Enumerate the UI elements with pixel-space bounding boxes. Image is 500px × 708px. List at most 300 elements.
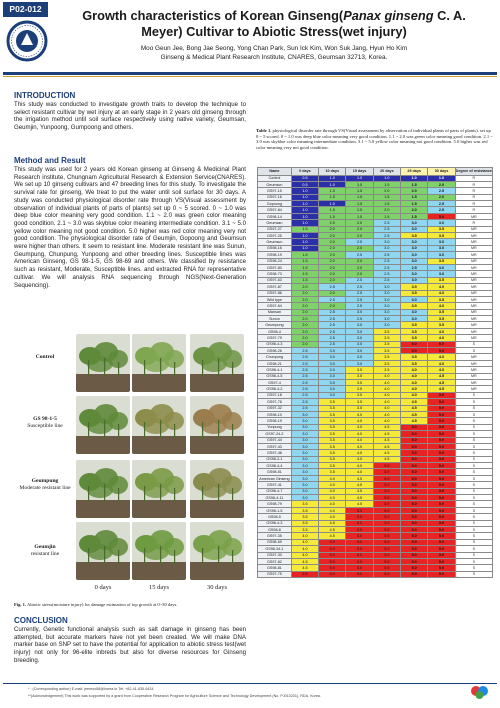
table1-score-cell: 3.0 [428, 264, 455, 270]
table1-score-cell: 5.0 [346, 526, 373, 532]
poster-title [54, 8, 494, 40]
table1-score-cell: 3.0 [291, 463, 318, 469]
table1-score-cell: 2.0 [319, 277, 346, 283]
table1-score-cell: 2.5 [373, 233, 400, 239]
table1-score-cell: 2.0 [346, 258, 373, 264]
table1-score-cell: 2.5 [373, 277, 400, 283]
table1-score-cell: 3.0 [291, 488, 318, 494]
table1-score-cell: 2.5 [428, 201, 455, 207]
table1-line-name: GS97-79 [258, 335, 292, 341]
table1-score-cell: 2.5 [319, 335, 346, 341]
table1-resistance-cell: S [455, 533, 492, 539]
table1-score-cell: 3.0 [291, 469, 318, 475]
table1-resistance-cell: S [455, 431, 492, 437]
table1-score-cell: 4.0 [401, 380, 428, 386]
table1-score-cell: 3.0 [373, 284, 400, 290]
table1-score-cell: 0.5 [291, 175, 318, 181]
table1-resistance-cell: S [455, 341, 492, 347]
table1-score-cell: 2.5 [319, 296, 346, 302]
table1-score-cell: 5.0 [401, 463, 428, 469]
table1-resistance-cell: R [455, 201, 492, 207]
table1-score-cell: 2.0 [346, 245, 373, 251]
table1-score-cell: 4.0 [346, 418, 373, 424]
table1-line-name: GS98-4 [258, 328, 292, 334]
table1-line-name: Yunpung [258, 424, 292, 430]
table1-resistance-cell: MR [455, 309, 492, 315]
table1-line-name: Wild type [258, 296, 292, 302]
table1-score-cell: 3.5 [346, 367, 373, 373]
table1-score-cell: 3.5 [428, 226, 455, 232]
table1-score-cell: 4.0 [373, 405, 400, 411]
table1-score-cell: 4.0 [346, 424, 373, 430]
table1-score-cell: 5.0 [428, 450, 455, 456]
table1-score-cell: 5.0 [373, 501, 400, 507]
table1-line-name: Control [258, 175, 292, 181]
table1-score-cell: 3.0 [401, 316, 428, 322]
table1-score-cell: 4.0 [346, 437, 373, 443]
table1-score-cell: 4.5 [291, 565, 318, 571]
table1-score-cell: 2.0 [346, 220, 373, 226]
table1-score-cell: 2.5 [291, 380, 318, 386]
ginseng-plant-photo [190, 334, 244, 392]
table1-resistance-cell: S [455, 348, 492, 354]
table1-score-cell: 2.0 [319, 264, 346, 270]
table1-score-cell: 4.5 [373, 443, 400, 449]
table1-score-cell: 3.0 [291, 424, 318, 430]
table1-score-cell: 3.0 [291, 411, 318, 417]
province-logo [468, 683, 492, 705]
table1-resistance-cell: MR [455, 328, 492, 334]
table1-line-name: Chunpung [258, 354, 292, 360]
table1-score-cell: 5.0 [428, 520, 455, 526]
table1-score-cell: 4.0 [373, 373, 400, 379]
table1-score-cell: 3.5 [401, 233, 428, 239]
table1-score-cell: 2.5 [373, 220, 400, 226]
table1-score-cell: 4.5 [373, 456, 400, 462]
ginseng-plant-photo [76, 460, 130, 518]
table1-score-cell: 2.0 [291, 316, 318, 322]
table1-score-cell: 5.0 [401, 533, 428, 539]
footnote-corresponding: * : (Corresponding author) E-mail: jeemoo58@korea.kr Tel: +82-41-635-6434 [28, 687, 154, 691]
table1-score-cell: 4.0 [428, 367, 455, 373]
table1-score-cell: 3.5 [401, 322, 428, 328]
table1-score-cell: 2.5 [291, 373, 318, 379]
table1-score-cell: 3.5 [346, 405, 373, 411]
ginseng-plant-photo [190, 396, 244, 454]
table1-score-cell: 5.0 [346, 533, 373, 539]
table1-score-cell: 5.0 [401, 501, 428, 507]
table1-line-name: GS97-75 [258, 571, 292, 577]
table1-resistance-cell: MR [455, 284, 492, 290]
table1-resistance-cell: R [455, 194, 492, 200]
table1-line-name: GS98-19 [258, 252, 292, 258]
table1-line-name: Mansan [258, 309, 292, 315]
table1-line-name: GS97-64 [258, 303, 292, 309]
ginseng-plant-photo [190, 522, 244, 580]
table1-line-name: GS97-16 [258, 194, 292, 200]
table1-score-cell: 2.5 [373, 271, 400, 277]
table1-score-cell: 5.0 [401, 526, 428, 532]
table1-score-cell: 3.0 [319, 354, 346, 360]
table1-score-cell: 3.0 [401, 258, 428, 264]
table1-score-cell: 5.0 [428, 418, 455, 424]
table1-score-cell: 2.0 [319, 233, 346, 239]
table1-score-cell: 2.5 [319, 322, 346, 328]
table1-score-cell: 2.5 [346, 284, 373, 290]
table1-resistance-cell: S [455, 456, 492, 462]
table1-score-cell: 4.0 [373, 386, 400, 392]
conclusion-text: Currently, Genetic functional analysis such as salt damage in ginseng has been attempted, but accurate markers have not yet been created. We will make DNA marker base on SNP set to have the potential for application to abiotic stress test(wet injury) not only for 96-elite inbreds but also for diverse resources for Ginseng breeding. [14, 626, 246, 664]
ginseng-plant-photo [132, 522, 186, 580]
table1-resistance-cell: MR [455, 271, 492, 277]
table1-score-cell: 4.0 [373, 392, 400, 398]
table1-resistance-cell: S [455, 558, 492, 564]
table1-score-cell: 3.0 [346, 341, 373, 347]
table1-resistance-cell: S [455, 450, 492, 456]
table1-score-cell: 5.0 [373, 571, 400, 577]
table1-score-cell: 3.0 [346, 328, 373, 334]
table1-resistance-cell: MR [455, 213, 492, 219]
table1-score-cell: 5.0 [401, 469, 428, 475]
table1-score-cell: 3.5 [401, 335, 428, 341]
table1-score-cell: 4.5 [428, 380, 455, 386]
table1-resistance-cell: MR [455, 233, 492, 239]
table1-score-cell: 3.0 [319, 380, 346, 386]
table1-score-cell: 4.5 [373, 424, 400, 430]
table1-score-cell: 2.0 [319, 252, 346, 258]
table1-score-cell: 2.5 [291, 386, 318, 392]
table1-score-cell: 1.5 [291, 277, 318, 283]
table1-resistance-cell: S [455, 437, 492, 443]
table1-line-name: GS98-5 [258, 514, 292, 520]
table1-score-cell: 3.5 [319, 399, 346, 405]
table1-score-cell: 2.5 [373, 252, 400, 258]
table1-score-cell: 5.0 [428, 341, 455, 347]
table1-score-cell: 1.5 [346, 181, 373, 187]
table1-line-name: GS97-30 [258, 552, 292, 558]
table1-score-cell: 5.0 [428, 495, 455, 501]
table1-score-cell: 5.0 [401, 520, 428, 526]
author-list: Moo Geun Jee, Bong Jae Seong, Yong Chan Park, Sun Ick Kim, Won Suk Jang, Hyun Ho Kim [140, 45, 408, 52]
table1-score-cell: 3.0 [401, 239, 428, 245]
table1-score-cell: 4.5 [401, 411, 428, 417]
table1-score-cell: 5.0 [401, 348, 428, 354]
table1-score-cell: 1.5 [319, 207, 346, 213]
table1-resistance-cell: MR [455, 245, 492, 251]
ginseng-plant-photo [132, 396, 186, 454]
table1-score-cell: 4.0 [319, 482, 346, 488]
table1-score-cell: 4.5 [428, 373, 455, 379]
table1-score-cell: 2.0 [346, 233, 373, 239]
table1-resistance-cell: R [455, 207, 492, 213]
table1-score-cell: 4.5 [319, 533, 346, 539]
table1-resistance-cell: MR [455, 316, 492, 322]
table1-score-cell: 1.0 [319, 201, 346, 207]
table1-score-cell: 3.5 [401, 328, 428, 334]
table1-score-cell: 1.5 [319, 213, 346, 219]
table1-score-cell: 2.0 [373, 188, 400, 194]
table1-score-cell: 3.5 [373, 360, 400, 366]
title-line2: Meyer) Cultivar to Abiotic Stress(wet injury) [141, 24, 407, 39]
table1-score-cell: 2.5 [346, 290, 373, 296]
table1-score-cell: 1.0 [291, 201, 318, 207]
table1-score-cell: 5.0 [428, 392, 455, 398]
table1-score-cell: 5.0 [428, 469, 455, 475]
table1-score-cell: 2.0 [346, 271, 373, 277]
table1-resistance-cell: MR [455, 354, 492, 360]
table1-score-cell: 2.5 [373, 264, 400, 270]
poster-id-badge: P02-012 [3, 2, 48, 17]
table1-score-cell: 3.5 [373, 354, 400, 360]
table1-line-name: GS97-15 [258, 188, 292, 194]
table1-line-name: GS98-3-1 [258, 456, 292, 462]
table1-score-cell: 4.0 [373, 411, 400, 417]
table1-resistance-cell: MR [455, 258, 492, 264]
table1-resistance-cell: MR [455, 277, 492, 283]
table1-score-cell: 3.0 [373, 322, 400, 328]
table1-line-name: GS98-4-2 [258, 386, 292, 392]
table1-score-cell: 5.0 [428, 443, 455, 449]
table1-score-cell: 2.5 [319, 341, 346, 347]
table1-score-cell: 1.5 [373, 201, 400, 207]
table1-resistance-cell: S [455, 411, 492, 417]
table1-score-cell: 5.0 [373, 546, 400, 552]
table1-score-cell: 3.5 [373, 328, 400, 334]
table1-line-name: GS97-4 [258, 380, 292, 386]
table1-score-cell: 3.0 [428, 252, 455, 258]
table1-score-cell: 1.0 [291, 188, 318, 194]
table1-line-name: GS98-24 [258, 258, 292, 264]
table1-score-cell: 2.5 [291, 348, 318, 354]
method-text: This study was used for 2 years old Korean ginseng at Ginseng & Medicinal Plant Research institute, Chungnam Agricultural Research & Extension Service(CNARES). We set up 10 ginseng cultivars and 47 breeding lines for this study. To investigate the survival rate for ginseng, We treat to put the water until soil surface for 30 days. A study was conducted physiological disorder rate through VS(Visual assessment by observation of individual plants of parts of plants) set up 0 ~ 5 scored. 0 ~ 1.0 was deep blue color meaning very good condition. 1.1 ~ 2.0 was green color meaning good condition. 2.1 ~ 3.0 was skyblue color meaning intermediate condition. 3.1 ~ 5.0 yellow color meaning not good condition. 5.0 higher was red color meaning very not good condition. The physiological disorder rate of Geumjin, Gopoong and Geumsun were higher than others. It seem to resistant line. Moderate resistant line was Sunun, Geumpung, Chunpung, Yunpoong and other breeding lines. Susceptible lines was American Ginseng, GS 98-1-5, GS 98-69 and others. We classified by resistance such as resistant, Moderate, Susceptible lines. and extracted RNA for representative cultivar. We will analysis RNA sequencing through NGS(Next-Generation Sequencing). [14, 166, 246, 289]
table1-resistance-cell: MR [455, 386, 492, 392]
table1-score-cell: 4.0 [428, 335, 455, 341]
table1-score-cell: 5.0 [291, 571, 318, 577]
table1-score-cell: 5.0 [401, 424, 428, 430]
table1-score-cell: 4.0 [346, 469, 373, 475]
table1-score-cell: 4.0 [401, 386, 428, 392]
table1-score-cell: 5.0 [373, 514, 400, 520]
table1-score-cell: 5.0 [428, 405, 455, 411]
table1-score-cell: 2.5 [346, 239, 373, 245]
table1-header-cell: 15 days [346, 168, 373, 176]
table1-score-cell: 5.0 [428, 437, 455, 443]
ginseng-plant-photo [76, 334, 130, 392]
table1-score-cell: 5.0 [401, 437, 428, 443]
table1-score-cell: 5.0 [373, 463, 400, 469]
table1-score-cell: 3.5 [319, 437, 346, 443]
table1-score-cell: 2.5 [291, 354, 318, 360]
table1-line-name: Geumsan [258, 220, 292, 226]
introduction-heading: INTRODUCTION [14, 91, 76, 100]
table1-score-cell: 5.0 [319, 546, 346, 552]
table1-score-cell: 2.0 [319, 290, 346, 296]
table1-score-cell: 1.5 [401, 201, 428, 207]
table1-score-cell: 5.0 [401, 558, 428, 564]
table1-score-cell: 5.0 [373, 520, 400, 526]
table1-score-cell: 4.0 [346, 411, 373, 417]
table1-score-cell: 5.0 [428, 399, 455, 405]
table1-score-cell: 1.5 [346, 188, 373, 194]
table1-score-cell: 3.0 [346, 348, 373, 354]
table1-score-cell: 1.5 [373, 213, 400, 219]
table1-resistance-cell: S [455, 405, 492, 411]
table1-score-cell: 3.0 [346, 360, 373, 366]
table1-score-cell: 4.5 [401, 399, 428, 405]
table1-score-cell: 3.0 [319, 386, 346, 392]
table1-score-cell: 5.0 [428, 456, 455, 462]
table1-header-cell: Name [258, 168, 292, 176]
table1-line-name: GS98-34-1 [258, 546, 292, 552]
table1-score-cell: 2.5 [346, 277, 373, 283]
table1-score-cell: 5.0 [401, 341, 428, 347]
table1-score-cell: 1.5 [319, 194, 346, 200]
table1-line-name: GS98-79 [258, 501, 292, 507]
table1-line-name: GS97-87 [258, 284, 292, 290]
table1-score-cell: 3.5 [291, 501, 318, 507]
table1-score-cell: 1.5 [401, 181, 428, 187]
table1-score-cell: 3.0 [428, 239, 455, 245]
table1-header-cell: 25 days [401, 168, 428, 176]
table1-score-cell: 5.0 [401, 514, 428, 520]
title-species: Panax ginseng [343, 8, 434, 23]
table1-score-cell: 5.0 [373, 565, 400, 571]
table1-score-cell: 3.0 [291, 475, 318, 481]
table1-score-cell: 1.5 [291, 258, 318, 264]
table1-score-cell: 5.0 [346, 546, 373, 552]
table1-score-cell: 5.0 [428, 501, 455, 507]
table1-score-cell: 3.0 [319, 367, 346, 373]
figure1-photo-grid [14, 332, 248, 594]
table1-score-cell: 4.0 [428, 354, 455, 360]
table1-score-cell: 3.5 [373, 335, 400, 341]
figure1-caption: Fig. 1. Abiotic stress(moisture injury) for damage estimation of top growth at 0~30 days. [14, 602, 178, 607]
table1-resistance-cell: MR [455, 252, 492, 258]
table1-resistance-cell: S [455, 469, 492, 475]
table1-score-cell: 2.5 [346, 303, 373, 309]
table1-score-cell: 3.0 [428, 245, 455, 251]
table1-score-cell: 5.0 [346, 507, 373, 513]
table1-score-cell: 3.5 [346, 399, 373, 405]
header-rule-accent [3, 76, 497, 77]
table1-line-name: GS97-63 [258, 277, 292, 283]
table1-score-cell: 5.0 [428, 558, 455, 564]
table1-score-cell: 5.0 [401, 507, 428, 513]
table1-line-name: GS98-4-5 [258, 373, 292, 379]
table1-score-cell: 2.0 [373, 207, 400, 213]
table1-score-cell: 1.5 [291, 252, 318, 258]
table1-score-cell: 2.5 [346, 252, 373, 258]
table1-line-name: GS98-10 [258, 411, 292, 417]
header-rule [3, 72, 497, 75]
table1-score-cell: 5.0 [401, 443, 428, 449]
table1-score-cell: 2.5 [428, 188, 455, 194]
table1-score-cell: 1.0 [428, 175, 455, 181]
table1-score-cell: 2.5 [291, 392, 318, 398]
affiliation: Ginseng & Medical Plant Research Institute, CNARES, Geumsan 32713, Korea. [160, 53, 388, 61]
photo-row-label: Control [35, 354, 55, 360]
table1-score-cell: 5.0 [373, 469, 400, 475]
table1-line-name: GS97-82 [258, 558, 292, 564]
table1-line-name: GS98-4-7 [258, 488, 292, 494]
table1-score-cell: 1.0 [291, 220, 318, 226]
table1-score-cell: 1.0 [291, 213, 318, 219]
table1-score-cell: 4.0 [291, 533, 318, 539]
photo-col-label: 15 days [148, 584, 170, 591]
table1-line-name: GS98-4-11 [258, 495, 292, 501]
table1-score-cell: 3.5 [319, 418, 346, 424]
table1-score-cell: 3.5 [401, 360, 428, 366]
table1-score-cell: 4.0 [401, 367, 428, 373]
table1-score-cell: 3.0 [346, 335, 373, 341]
table1-score-cell: 5.0 [428, 488, 455, 494]
table1-score-cell: 3.0 [291, 431, 318, 437]
table1-line-name: GS98-4-1 [258, 367, 292, 373]
table1-score-cell: 3.5 [319, 411, 346, 417]
table1-score-cell: 2.0 [291, 322, 318, 328]
table1-score-cell: 3.0 [291, 450, 318, 456]
table1-score-cell: 3.5 [401, 284, 428, 290]
table1-score-cell: 4.5 [401, 418, 428, 424]
table1-resistance-cell: MR [455, 373, 492, 379]
table1-score-cell: 1.5 [401, 194, 428, 200]
table1-score-cell: 1.0 [346, 175, 373, 181]
table1-score-cell: 3.5 [428, 316, 455, 322]
table1-score-cell: 2.5 [428, 207, 455, 213]
table1-score-cell: 5.0 [319, 539, 346, 545]
table1-line-name: GS97-35 [258, 533, 292, 539]
table1-score-cell: 5.0 [401, 546, 428, 552]
table1-header-cell: 30 days [428, 168, 455, 176]
table1-line-name: GS98-4-3 [258, 341, 292, 347]
table1-score-cell: 2.0 [291, 290, 318, 296]
photo-row-label: Geumjin resistant line [30, 544, 60, 557]
table1-resistance-cell: S [455, 475, 492, 481]
table1-line-name: GS97-86 [258, 290, 292, 296]
table1-score-cell: 2.0 [319, 271, 346, 277]
table1-score-cell: 4.0 [319, 501, 346, 507]
table1-score-cell: 2.0 [291, 341, 318, 347]
table1-score-cell: 3.0 [346, 322, 373, 328]
table1-score-cell: 3.5 [319, 424, 346, 430]
table1-score-cell: 1.0 [373, 175, 400, 181]
table1-score-cell: 4.5 [373, 431, 400, 437]
photo-row-label: Geumpung Moderate resistant line [19, 478, 71, 491]
table1-score-cell: 3.0 [401, 245, 428, 251]
table1-score-cell: 5.0 [346, 565, 373, 571]
table1-score-cell: 1.5 [401, 213, 428, 219]
table1-score-cell: 2.0 [291, 296, 318, 302]
table1-score-cell: 3.5 [319, 463, 346, 469]
table1-score-cell: 5.0 [428, 571, 455, 577]
table1-score-cell: 5.0 [428, 546, 455, 552]
table1-score-cell: 2.0 [346, 264, 373, 270]
table1-line-name: GS98-21 [258, 360, 292, 366]
table1-score-cell: 5.0 [373, 495, 400, 501]
table1-score-cell: 3.0 [319, 360, 346, 366]
table1-score-cell: 5.0 [373, 488, 400, 494]
table1-score-cell: 4.0 [319, 495, 346, 501]
table1-resistance-cell: MR [455, 360, 492, 366]
table1-score-cell: 2.0 [319, 226, 346, 232]
table1-score-cell: 5.0 [428, 424, 455, 430]
table1-resistance-cell: S [455, 488, 492, 494]
table1-score-cell: 5.0 [346, 520, 373, 526]
table1-line-name: American Ginseng [259, 476, 290, 481]
table1-score-cell: 5.0 [428, 482, 455, 488]
table1-score-cell: 4.5 [346, 501, 373, 507]
table1-resistance-cell: MR [455, 290, 492, 296]
